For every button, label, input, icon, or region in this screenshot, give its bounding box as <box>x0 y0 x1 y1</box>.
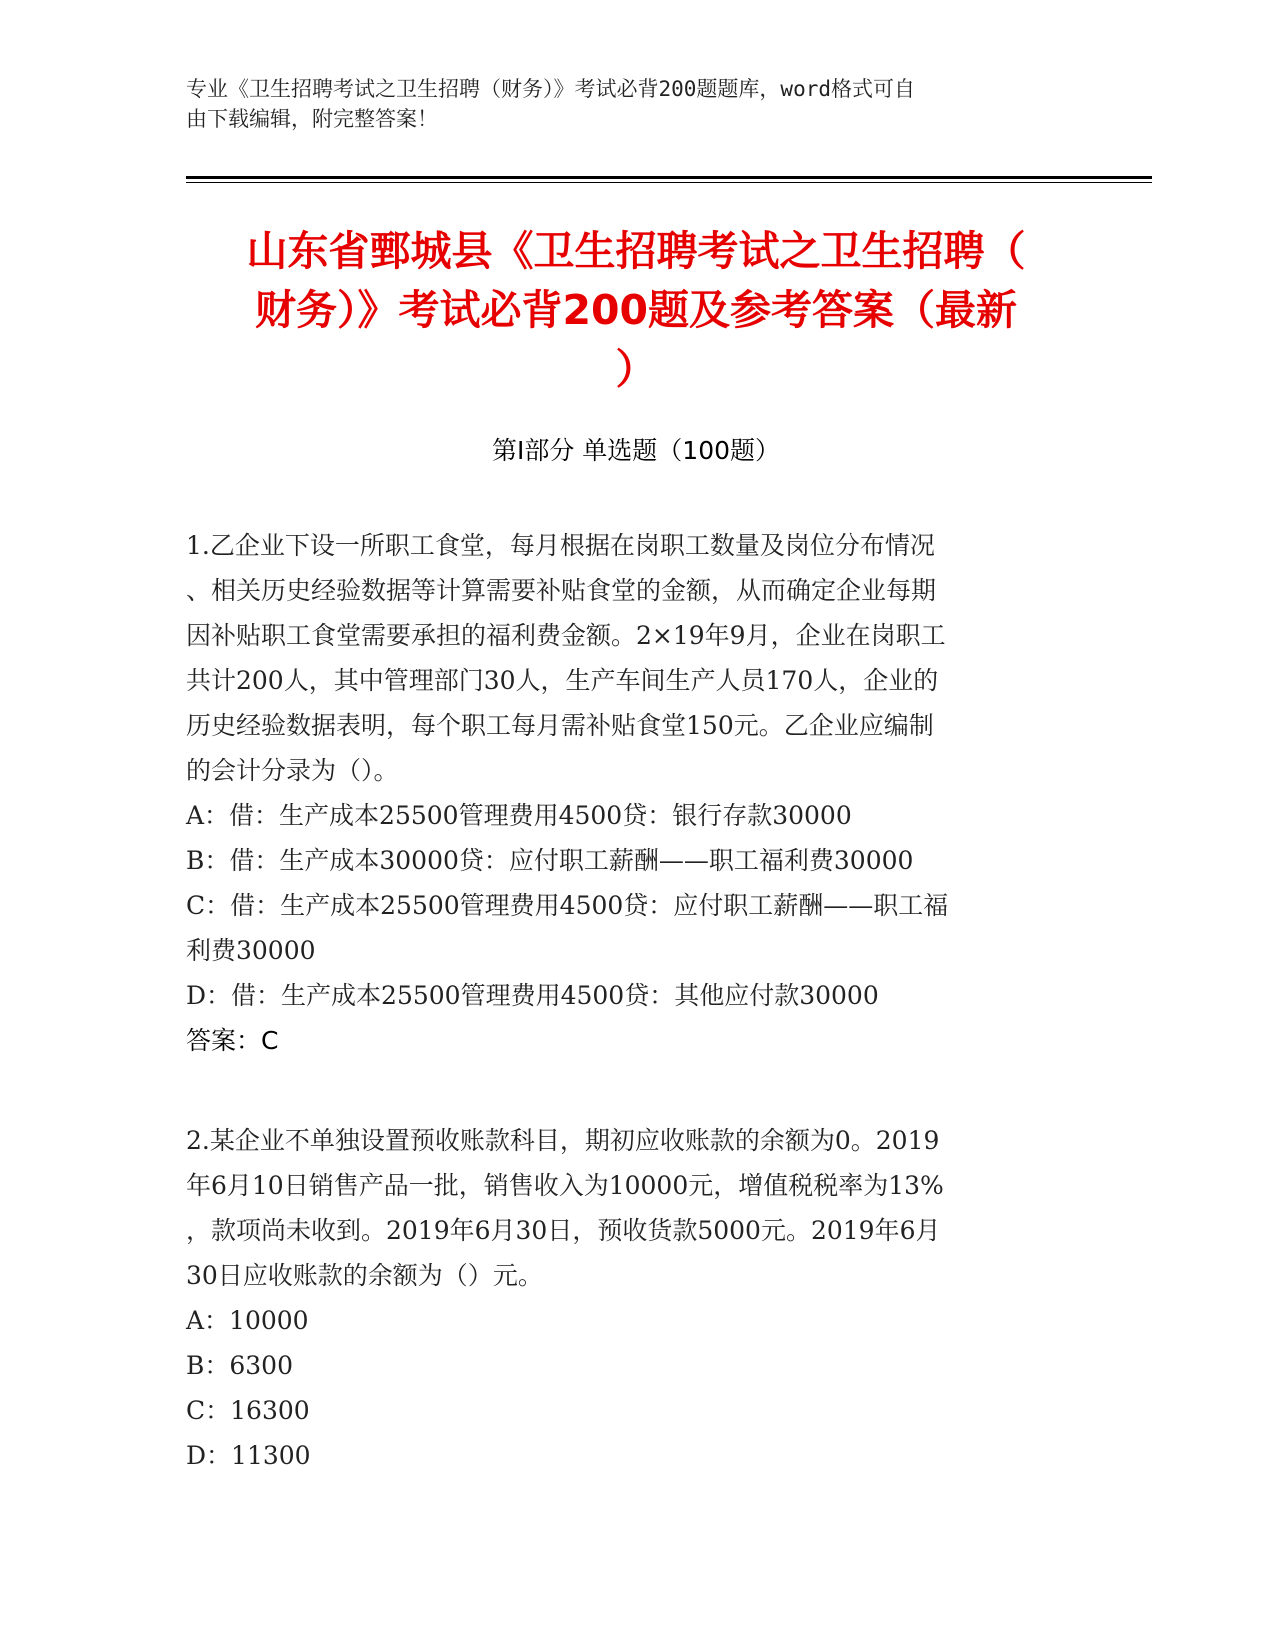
question-stem-line: 共计200人，其中管理部门30人，生产车间生产人员170人，企业的 <box>186 666 939 695</box>
header-divider-thin <box>186 182 1152 183</box>
question-stem-line: 的会计分录为（）。 <box>186 756 399 785</box>
option-b: B：6300 <box>186 1351 293 1380</box>
option-a: A：10000 <box>186 1306 309 1335</box>
header-divider-thick <box>186 176 1152 179</box>
option-d: D：11300 <box>186 1441 311 1470</box>
answer-label: 答案：C <box>186 1026 279 1055</box>
header-note-line: 专业《卫生招聘考试之卫生招聘（财务）》考试必背200题题库，word格式可自 <box>186 77 915 101</box>
option-b: B：借：生产成本30000贷：应付职工薪酬——职工福利费30000 <box>186 846 914 875</box>
document-title <box>186 222 1086 399</box>
question-stem-line: 年6月10日销售产品一批，销售收入为10000元，增值税税率为13% <box>186 1171 944 1200</box>
question-2 <box>186 1118 1066 1478</box>
question-stem-line: 1.乙企业下设一所职工食堂，每月根据在岗职工数量及岗位分布情况 <box>186 531 935 560</box>
title-line: 财务）》考试必背200题及参考答案（最新 <box>254 286 1018 334</box>
title-line: ） <box>615 345 657 393</box>
section-heading: 第I部分 单选题（100题） <box>491 436 781 465</box>
header-note-line: 由下载编辑，附完整答案！ <box>186 107 438 131</box>
option-c-continued: 利费30000 <box>186 936 316 965</box>
question-stem-line: 2.某企业不单独设置预收账款科目，期初应收账款的余额为0。2019 <box>186 1126 940 1155</box>
question-stem-line: 历史经验数据表明，每个职工每月需补贴食堂150元。乙企业应编制 <box>186 711 934 740</box>
option-list <box>186 1298 1066 1478</box>
question-stem-line: 30日应收账款的余额为（）元。 <box>186 1261 543 1290</box>
question-stem-line: 、相关历史经验数据等计算需要补贴食堂的金额，从而确定企业每期 <box>186 576 937 605</box>
option-a: A：借：生产成本25500管理费用4500贷：银行存款30000 <box>186 801 852 830</box>
question-stem-line: ，款项尚未收到。2019年6月30日，预收货款5000元。2019年6月 <box>186 1216 941 1245</box>
option-c: C：借：生产成本25500管理费用4500贷：应付职工薪酬——职工福 <box>186 891 949 920</box>
option-d: D：借：生产成本25500管理费用4500贷：其他应付款30000 <box>186 981 879 1010</box>
option-list <box>186 793 1066 1018</box>
question-1 <box>186 523 1066 1063</box>
question-stem-line: 因补贴职工食堂需要承担的福利费金额。2×19年9月，企业在岗职工 <box>186 621 946 650</box>
title-line: 山东省鄄城县《卫生招聘考试之卫生招聘（ <box>246 227 1026 275</box>
header-note <box>186 74 1066 134</box>
option-c: C：16300 <box>186 1396 310 1425</box>
